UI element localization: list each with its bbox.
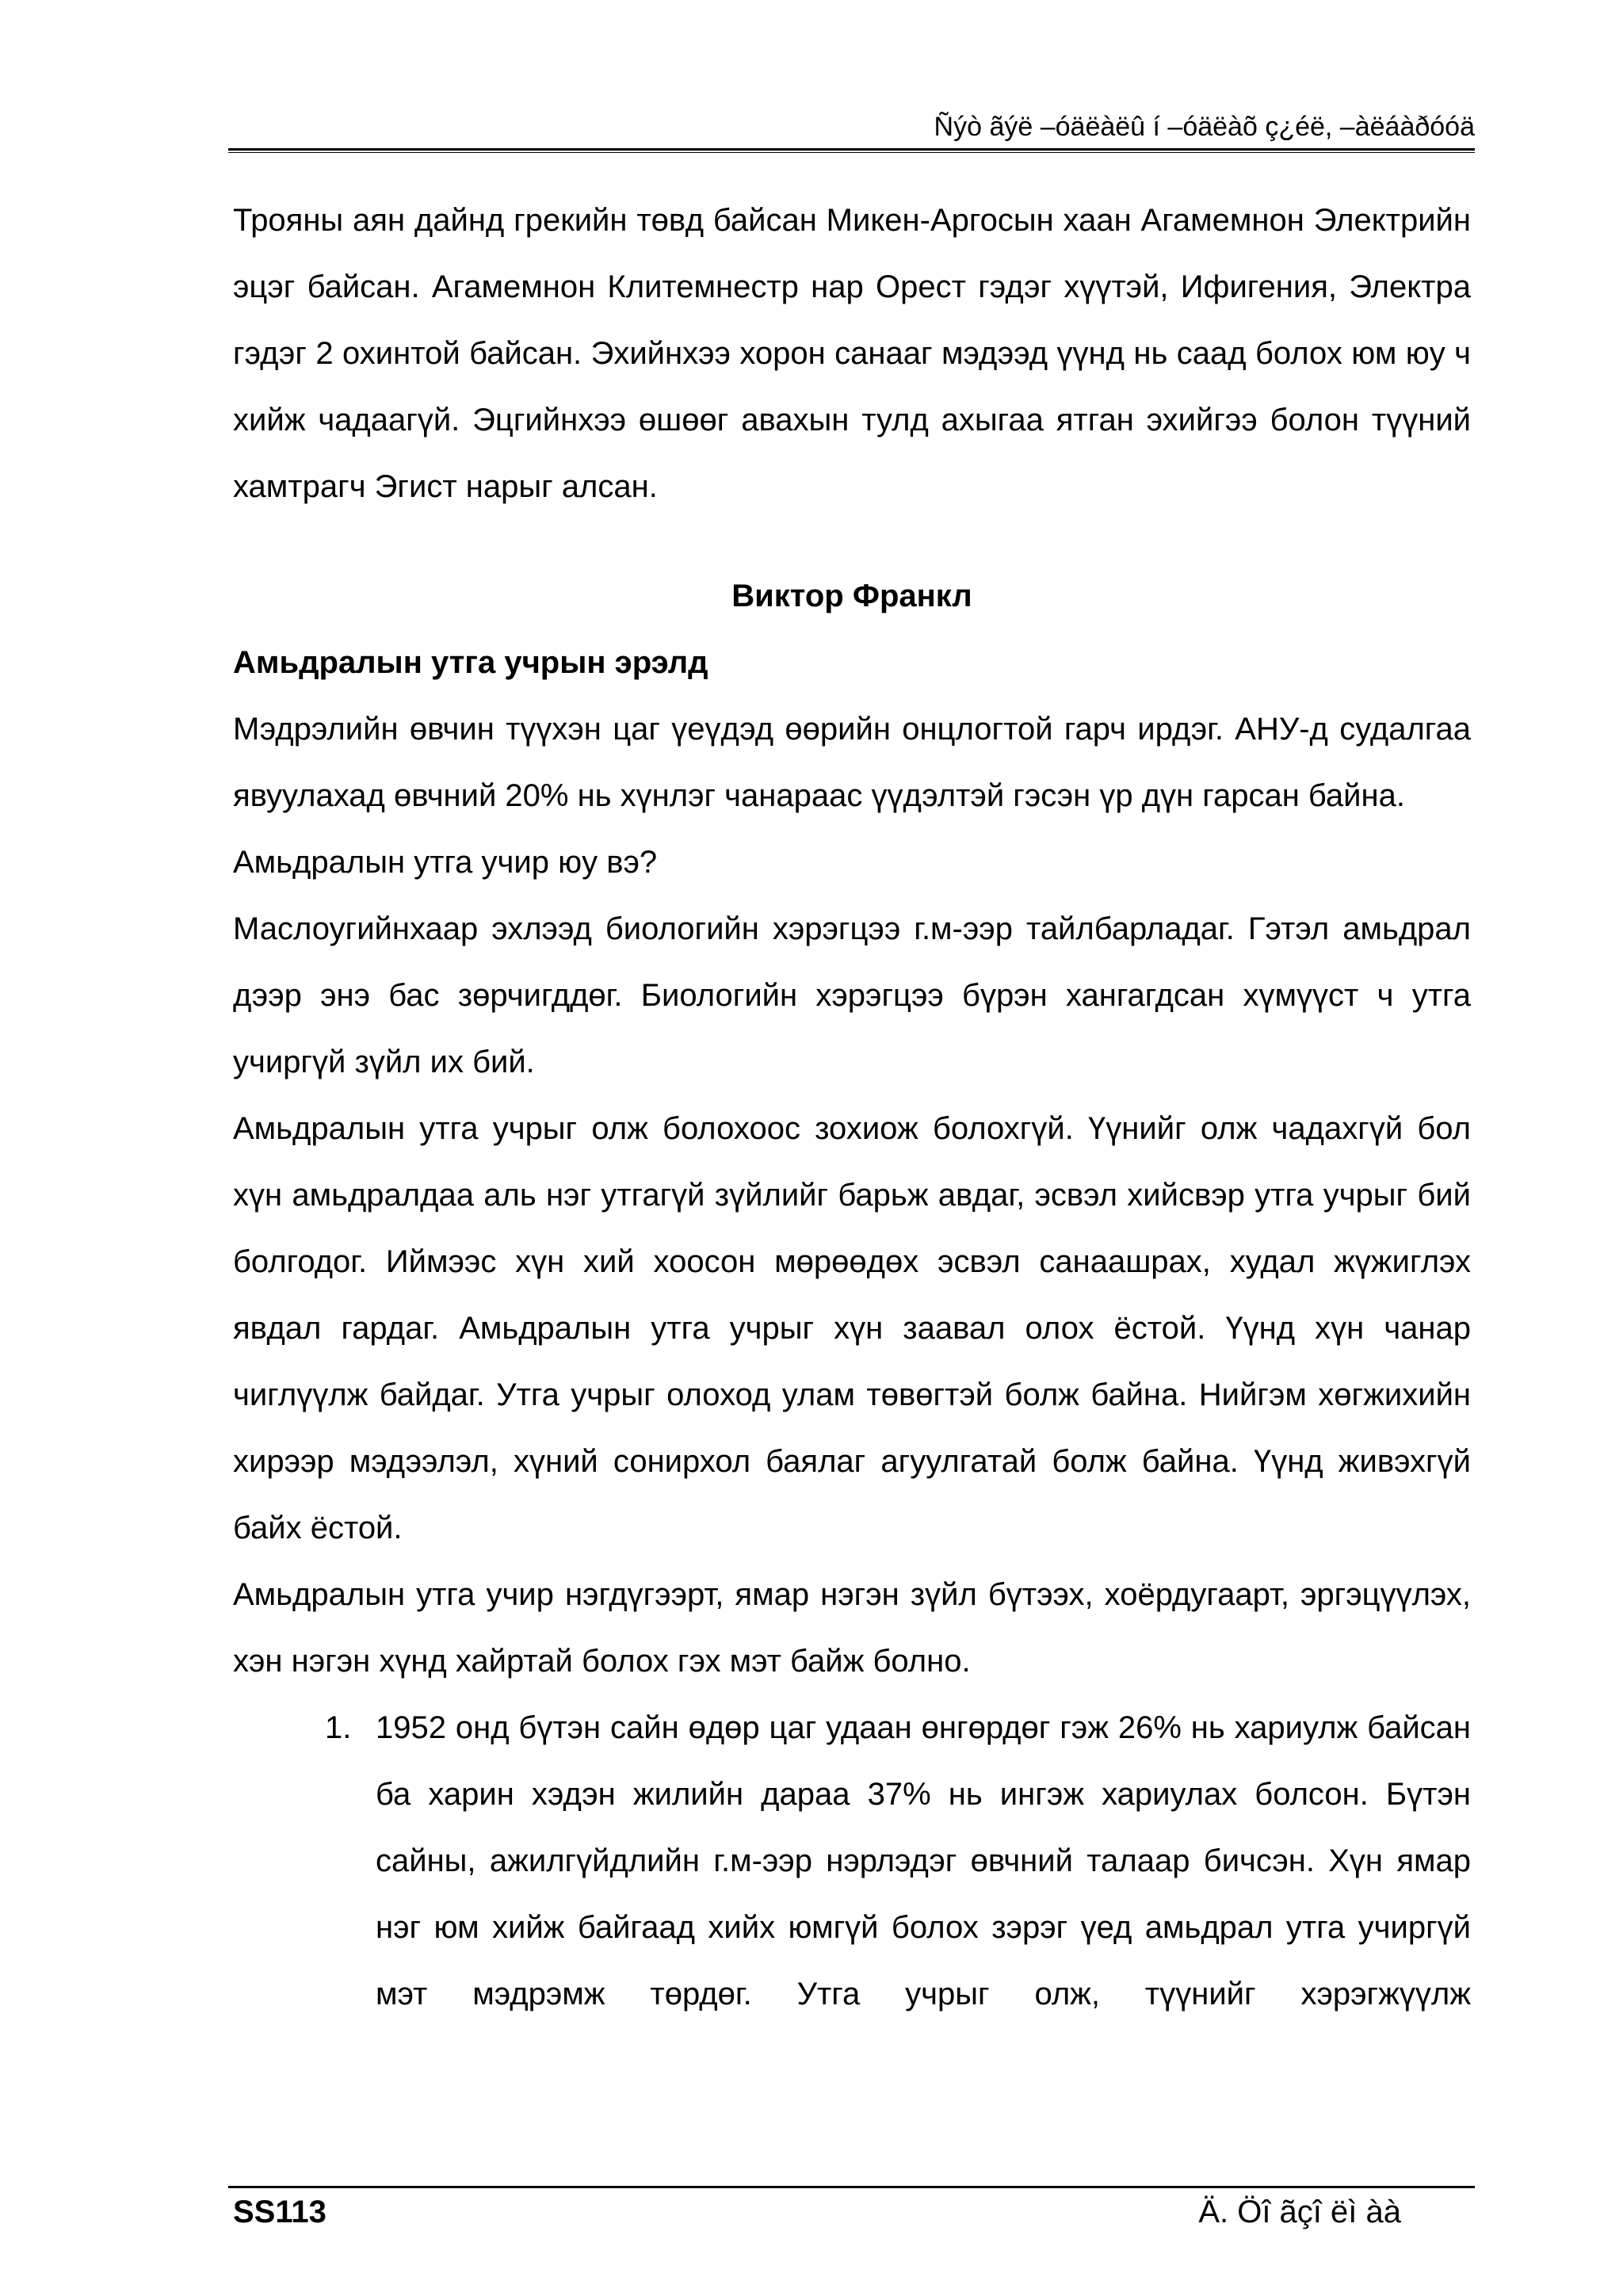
list-number: 1. [325, 1710, 352, 1745]
spacer [233, 520, 1471, 563]
page-body [233, 187, 1471, 2027]
header-rule [228, 148, 1475, 151]
paragraph-question: Амьдралын утга учир юу вэ? [233, 845, 658, 880]
running-header: Ñýò ãýë –óäëàëû í –óäëàõ ç¿éë, –àëáàðóóä [934, 112, 1475, 142]
list-item-text: 1952 онд бүтэн сайн өдөр цаг удаан өнгөрдөг гэж 26% нь хариулж байсан ба харин хэдэн жилийн дараа 37% нь ингэж хариулах болсон. Бүтэн сайны, ажилгүйдлийн г.м-ээр нэрлэдэг өвчний талаар бичсэн. Хүн ямар нэг юм хийж байгаад хийх юмгүй болох зэрэг үед амьдрал утга учиргүй мэт мэдрэмж төрдөг. Утга учрыг олж, түүнийг хэрэгжүүлж [376, 1710, 1471, 2011]
footer-page-code: SS113 [233, 2195, 327, 2229]
paragraph-meaning-types: Амьдралын утга учир нэгдүгээрт, ямар нэгэн зүйл бүтээх, хоёрдугаарт, эргэцүүлэх, хэн нэгэн хүнд хайртай болох гэх мэт байж болно. [233, 1577, 1471, 1679]
paragraph-neurosis: Мэдрэлийн өвчин түүхэн цаг үеүдэд өөрийн онцлогтой гарч ирдэг. АНУ-д судалгаа явуулахад өвчний 20% нь хүнлэг чанараас үүдэлтэй гэсэн үр дүн гарсан байна. [233, 712, 1471, 813]
footer-rule [228, 2186, 1475, 2188]
section-title: Виктор Франкл [731, 579, 972, 613]
paragraph-troy: Трояны аян дайнд грекийн төвд байсан Микен-Аргосын хаан Агамемнон Электрийн эцэг байсан. Агамемнон Клитемнестр нар Орест гэдэг хүүтэй, Ифигения, Электра гэдэг 2 охинтой байсан. Эхийнхээ хорон санааг мэдээд үүнд нь саад болох юм юу ч хийж чадаагүй. Эцгийнхээ өшөөг авахын тулд ахыгаа ятган эхийгээ болон түүний хамтрагч Эгист нарыг алсан. [233, 203, 1471, 504]
header-rule-thin [228, 152, 1475, 153]
paragraph-meaning: Амьдралын утга учрыг олж болохоос зохиож болохгүй. Үүнийг олж чадахгүй бол хүн амьдралдаа аль нэг утгагүй зүйлийг барьж авдаг, эсвэл хийсвэр утга учрыг бий болгодог. Иймээс хүн хий хоосон мөрөөдөх эсвэл санаашрах, худал жүжиглэх явдал гардаг. Амьдралын утга учрыг хүн заавал олох ёстой. Үүнд хүн чанар чиглүүлж байдаг. Утга учрыг олоход улам төвөгтэй болж байна. Нийгэм хөгжихийн хирээр мэдээлэл, хүний сонирхол баялаг агуулгатай болж байна. Үүнд живэхгүй байх ёстой. [233, 1111, 1471, 1545]
paragraph-maslow: Маслоугийнхаар эхлээд биологийн хэрэгцээ г.м-ээр тайлбарладаг. Гэтэл амьдрал дээр энэ бас зөрчигддөг. Биологийн хэрэгцээ бүрэн хангагдсан хүмүүст ч утга учиргүй зүйл их бий. [233, 911, 1471, 1079]
subsection-title: Амьдралын утга учрын эрэлд [233, 645, 708, 680]
footer-right-text: Ä. Öî ãçî ëì àà [1198, 2195, 1401, 2229]
list-item [233, 1694, 1471, 2027]
